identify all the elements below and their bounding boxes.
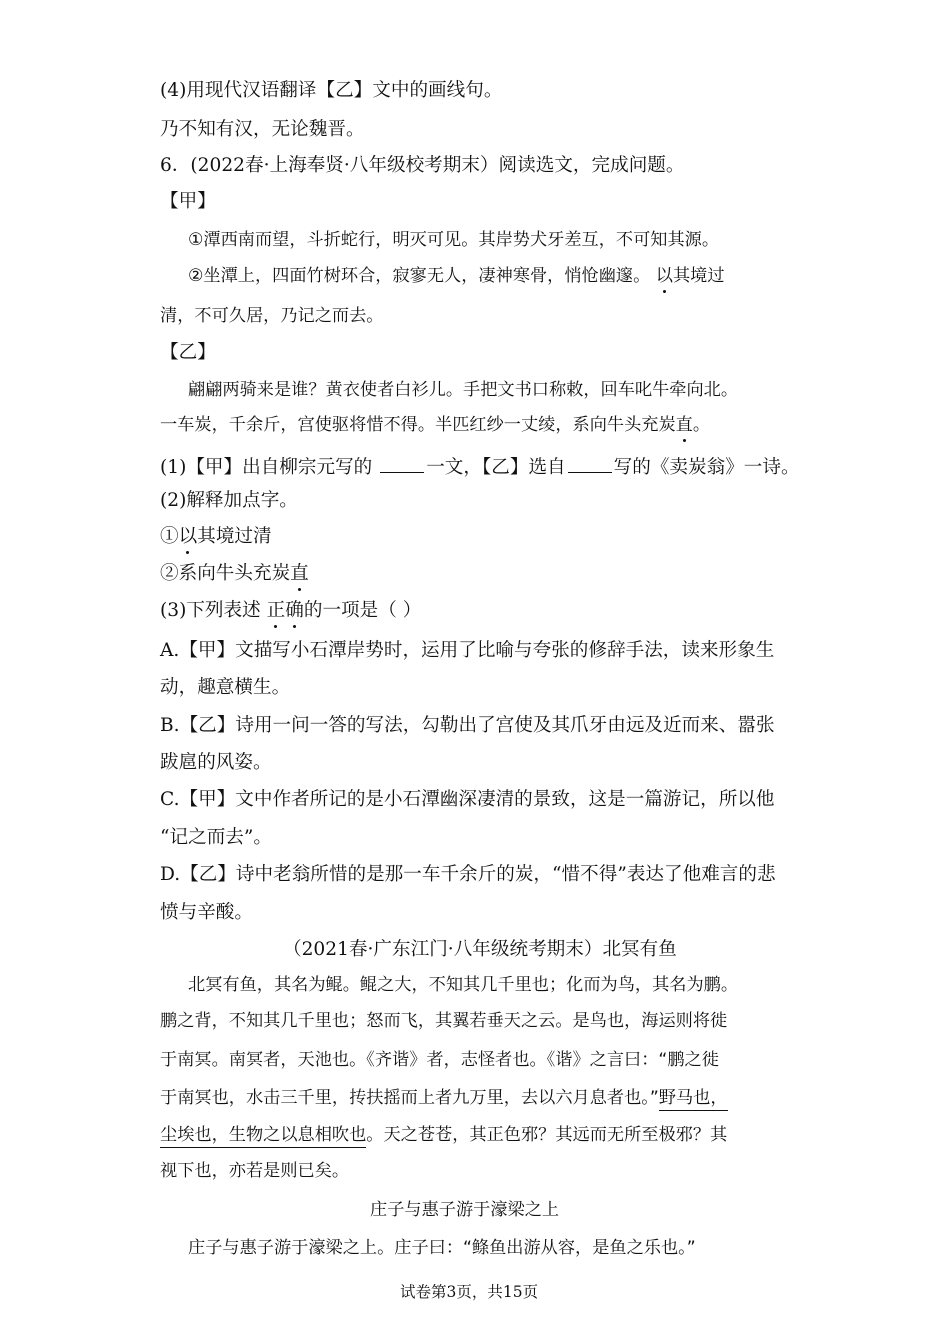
dotted-char: 直 — [290, 563, 309, 584]
q6-subq2: (2)解释加点字。 — [160, 490, 298, 511]
q6-yi-label: 【乙】 — [160, 342, 216, 363]
underlined-sentence: 野马也， — [659, 1088, 728, 1111]
q6-option-b-line1: B.【乙】诗用一问一答的写法，勾勒出了宫使及其爪牙由远及近而来、嚣张 — [160, 715, 775, 736]
page-footer: 试卷第3页，共15页 — [400, 1283, 539, 1301]
q7-para-line1: 北冥有鱼，其名为鲲。鲲之大，不知其几千里也；化而为鸟，其名为鹏。 — [188, 975, 739, 995]
q6-yi-line2: 一车炭，千余斤，宫使驱将惜不得。半匹红纱一丈绫，系向牛头充炭直。 — [160, 415, 711, 435]
q7-para-line5: 尘埃也，生物之以息相吹也。天之苍苍，其正色邪？其远而无所至极邪？其 — [160, 1127, 727, 1144]
q6-jia-para2-line1: ②坐潭上，四面竹树环合，寂寥无人，凄神寒骨，悄怆幽邃。 以其境过 — [188, 266, 725, 286]
q6-jia-para2-line2: 清，不可久居，乃记之而去。 — [160, 306, 384, 326]
q6-subq1: (1)【甲】出自柳宗元写的 一文，【乙】选自 写的《卖炭翁》一诗。 — [160, 457, 800, 478]
q6-option-c-line1: C.【甲】文中作者所记的是小石潭幽深凄清的景致，这是一篇游记，所以他 — [160, 789, 775, 810]
q7-para-line3: 于南冥。南冥者，天池也。《齐谐》者，志怪者也。《谐》之言曰：“鹏之徙 — [160, 1050, 719, 1070]
q6-option-b-line2: 跋扈的风姿。 — [160, 752, 272, 773]
q5-subq4-sentence: 乃不知有汉，无论魏晋。 — [160, 119, 365, 140]
q6-option-d-line2: 愤与辛酸。 — [160, 902, 253, 923]
q7-sub-line1: 庄子与惠子游于濠梁之上。庄子曰：“鲦鱼出游从容，是鱼之乐也。” — [188, 1238, 696, 1258]
q6-option-a-line1: A.【甲】文描写小石潭岸势时，运用了比喻与夸张的修辞手法，读来形象生 — [160, 640, 775, 661]
underlined-sentence: 尘埃也，生物之以息相吹也 — [160, 1125, 366, 1148]
dotted-char: 确 — [285, 600, 304, 621]
dotted-char: 以 — [655, 266, 673, 286]
q6-jia-label: 【甲】 — [160, 191, 216, 212]
q7-para-line2: 鹏之背，不知其几千里也；怒而飞，其翼若垂天之云。是鸟也，海运则将徙 — [160, 1011, 728, 1031]
q6-jia-para1: ①潭西南而望，斗折蛇行，明灭可见。其岸势犬牙差互，不可知其源。 — [188, 230, 720, 250]
q7-subtitle: 庄子与惠子游于濠梁之上 — [370, 1200, 560, 1220]
q5-subq4-prompt: (4)用现代汉语翻译【乙】文中的画线句。 — [160, 80, 503, 101]
q7-para-line6: 视下也，亦若是则已矣。 — [160, 1161, 350, 1181]
q6-subq2-item2: ②系向牛头充炭直 — [160, 563, 309, 584]
q6-option-a-line2: 动，趣意横生。 — [160, 677, 291, 698]
q6-option-d-line1: D.【乙】诗中老翁所惜的是那一车千余斤的炭，“惜不得”表达了他难言的悲 — [160, 864, 776, 885]
q7-title: （2021春·广东江门·八年级统考期末）北冥有鱼 — [283, 939, 677, 960]
q7-para-line4: 于南冥也，水击三千里，抟扶摇而上者九万里，去以六月息者也。”野马也， — [160, 1090, 728, 1107]
q6-option-c-line2: “记之而去”。 — [160, 827, 272, 848]
q6-subq3: (3)下列表述 正确的一项是（ ） — [160, 600, 422, 621]
dotted-char: 直 — [675, 415, 693, 435]
dotted-char: 以 — [178, 526, 198, 547]
q6-yi-line1: 翩翩两骑来是谁？黄衣使者白衫儿。手把文书口称敕，回车叱牛牵向北。 — [188, 380, 739, 400]
answer-blank-1[interactable] — [380, 456, 424, 473]
q6-subq2-item1: ①以其境过清 — [160, 526, 272, 547]
dotted-char: 正 — [266, 600, 286, 621]
q6-header: 6．(2022春·上海奉贤·八年级校考期末）阅读选文，完成问题。 — [160, 155, 685, 176]
answer-blank-2[interactable] — [568, 456, 612, 473]
